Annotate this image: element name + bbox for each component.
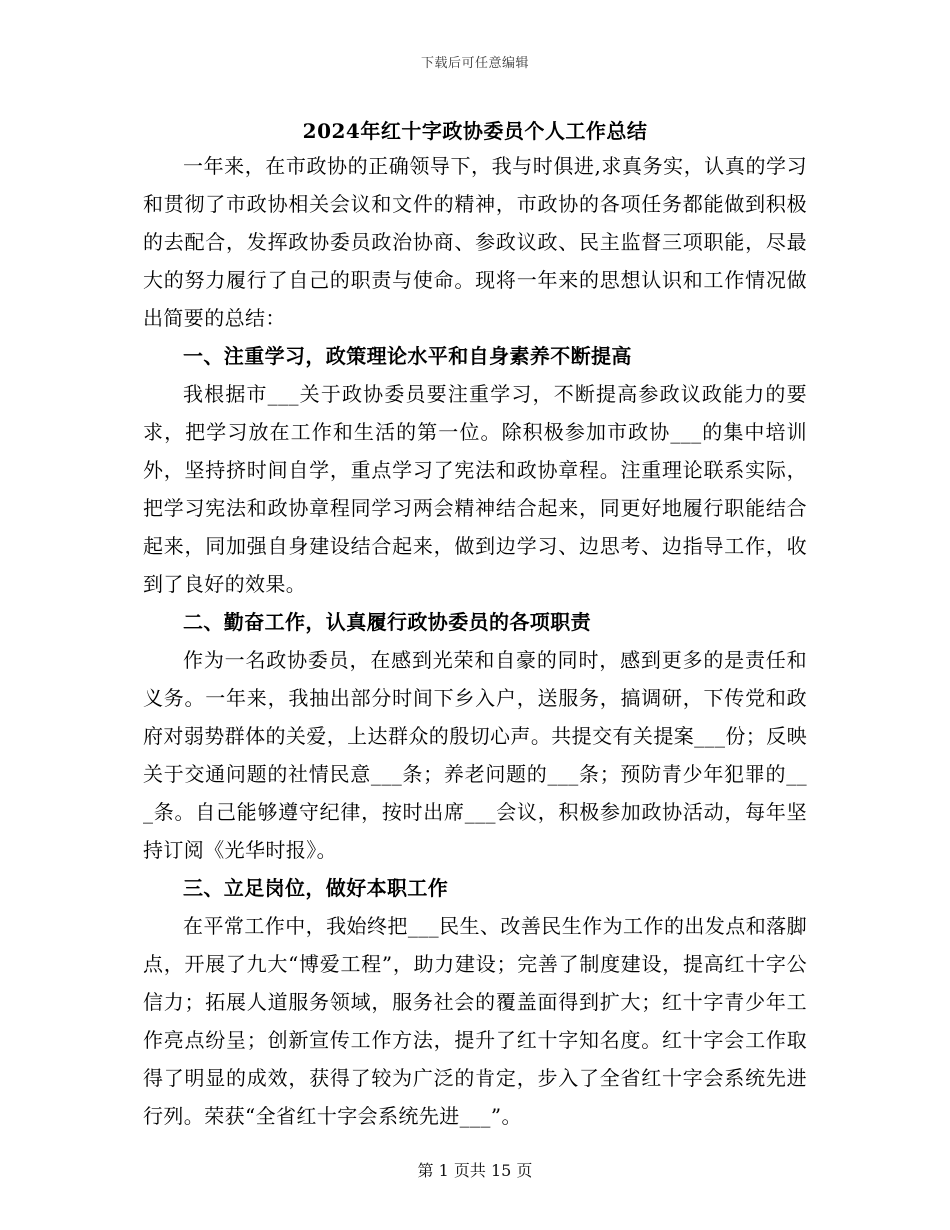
section-heading-3: 三、立足岗位，做好本职工作 — [183, 876, 449, 900]
section-body-1: 我根据市___关于政协委员要注重学习，不断提高参政议政能力的要求，把学习放在工作和生活的第一位。除积极参加市政协___的集中培训外，坚持挤时间自学，重点学习了宪法和政协章程。注重理论联系实际，把学习宪法和政协章程同学习两会精神结合起来，同更好地履行职能结合起来，同加强自身建设结合起来，做到边学习、边思考、边指导工作，收到了良好的效果。 — [143, 382, 807, 596]
intro-paragraph: 一年来，在市政协的正确领导下，我与时俱进,求真务实，认真的学习和贯彻了市政协相关会议和文件的精神，市政协的各项任务都能做到积极的去配合，发挥政协委员政治协商、参政议政、民主监督三项职能，尽最大的努力履行了自己的职责与使命。现将一年来的思想认识和工作情况做出简要的总结： — [143, 154, 807, 330]
section-heading-1: 一、注重学习，政策理论水平和自身素养不断提高 — [183, 344, 632, 368]
page-number-footer: 第 1 页共 15 页 — [417, 1161, 533, 1180]
section-body-3: 在平常工作中，我始终把___民生、改善民生作为工作的出发点和落脚点，开展了九大“博爱工程”，助力建设；完善了制度建设，提高红十字公信力；拓展人道服务领域，服务社会的覆盖面得到扩大；红十字青少年工作亮点纷呈；创新宣传工作方法，提升了红十字知名度。红十字会工作取得了明显的成效，获得了较为广泛的肯定，步入了全省红十字会系统先进行列。荣获“全省红十字会系统先进___”。 — [143, 914, 807, 1128]
section-body-2: 作为一名政协委员，在感到光荣和自豪的同时，感到更多的是责任和义务。一年来，我抽出部分时间下乡入户，送服务，搞调研，下传党和政府对弱势群体的关爱，上达群众的殷切心声。共提交有关提案___份；反映关于交通问题的社情民意___条；养老问题的___条；预防青少年犯罪的___条。自己能够遵守纪律，按时出席___会议，积极参加政协活动，每年坚持订阅《光华时报》。 — [143, 648, 807, 862]
document-body — [143, 147, 807, 1135]
section-heading-2: 二、勤奋工作，认真履行政协委员的各项职责 — [183, 610, 591, 634]
page-title: 2024年红十字政协委员个人工作总结 — [302, 119, 648, 143]
header-note: 下载后可任意编辑 — [420, 56, 529, 71]
